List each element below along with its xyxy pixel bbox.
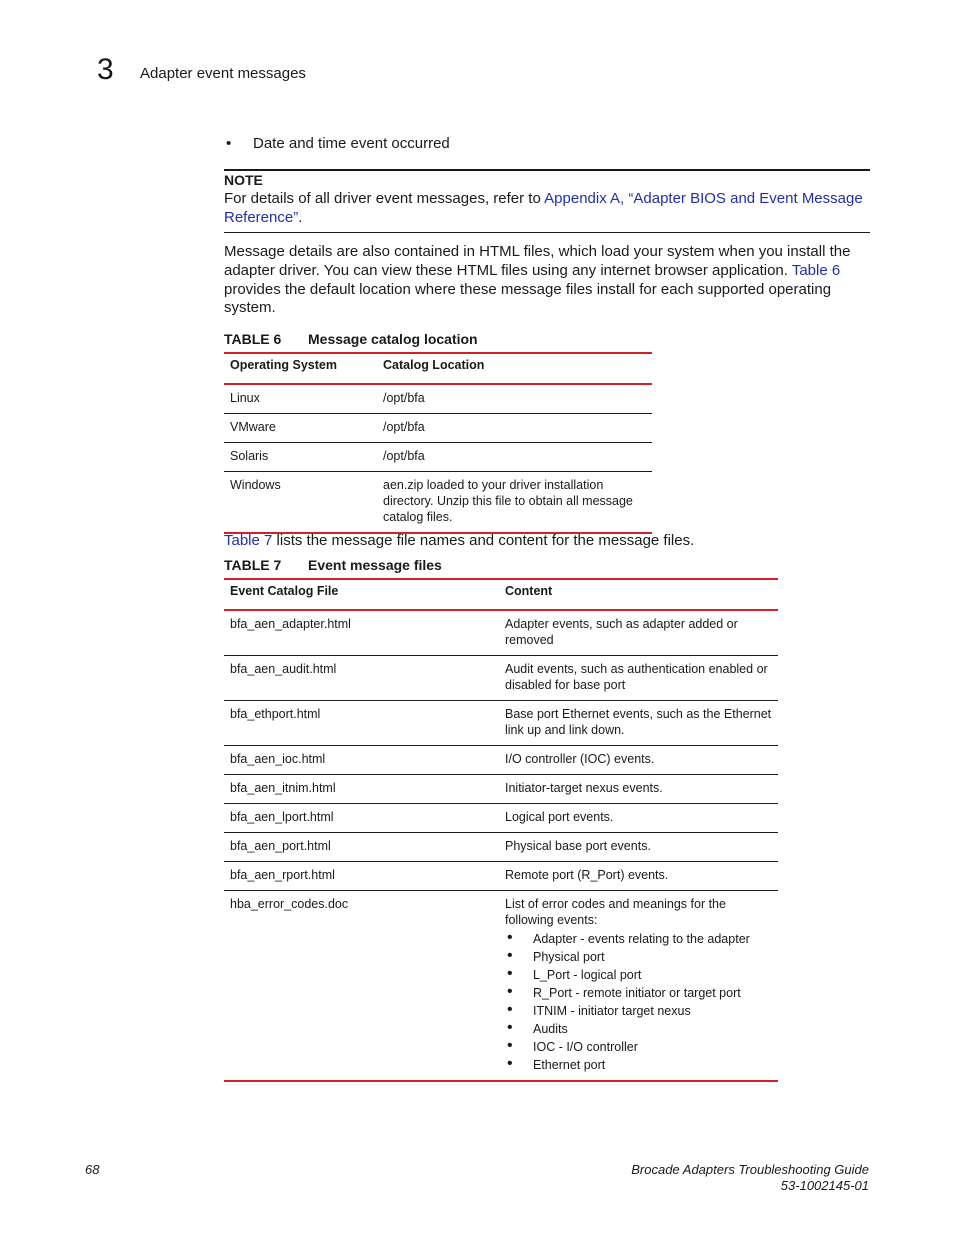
column-header: Event Catalog File <box>230 584 339 598</box>
table-row <box>224 804 778 833</box>
list-item: • Ethernet port <box>505 1056 772 1074</box>
table-6-caption <box>224 331 478 347</box>
location-cell: /opt/bfa <box>377 384 652 414</box>
column-header: Catalog Location <box>383 358 485 372</box>
list-item: • Audits <box>505 1020 772 1038</box>
content-cell: I/O controller (IOC) events. <box>499 746 778 775</box>
location-cell: /opt/bfa <box>377 443 652 472</box>
table-row <box>224 833 778 862</box>
body-paragraph <box>224 243 854 318</box>
table-row <box>224 443 652 472</box>
table-7-caption <box>224 557 442 573</box>
chapter-number: 3 <box>97 53 114 86</box>
note-text-before: For details of all driver event messages, refer to <box>224 190 545 207</box>
table-row <box>224 384 652 414</box>
table-row <box>224 746 778 775</box>
table-row <box>224 891 778 1082</box>
content-cell: Logical port events. <box>499 804 778 833</box>
table-6-link[interactable]: Table 6 <box>791 261 841 279</box>
note-text <box>224 189 864 227</box>
os-cell: Windows <box>224 472 377 534</box>
list-item: • IOC - I/O controller <box>505 1038 772 1056</box>
list-item: • R_Port - remote initiator or target port <box>505 984 772 1002</box>
bullet-item <box>226 135 450 152</box>
os-cell: Solaris <box>224 443 377 472</box>
file-cell: bfa_aen_lport.html <box>224 804 499 833</box>
table-row <box>224 656 778 701</box>
table-6-title: Message catalog location <box>308 331 478 347</box>
file-cell: bfa_aen_rport.html <box>224 862 499 891</box>
note-bottom-rule <box>224 232 870 233</box>
os-cell: VMware <box>224 414 377 443</box>
table-header-row <box>224 579 778 610</box>
list-item: • Adapter - events relating to the adapter <box>505 930 772 948</box>
appendix-a-link[interactable]: Appendix A, “Adapter BIOS and Event Message Reference” <box>224 190 863 226</box>
table-row <box>224 862 778 891</box>
content-cell: Base port Ethernet events, such as the Ethernet link up and link down. <box>499 701 778 746</box>
list-item: • Physical port <box>505 948 772 966</box>
bullet-dot-icon: • <box>226 135 232 152</box>
content-cell: Remote port (R_Port) events. <box>499 862 778 891</box>
content-cell: Physical base port events. <box>499 833 778 862</box>
file-cell: hba_error_codes.doc <box>224 891 499 1082</box>
table-row <box>224 610 778 656</box>
table-7-intro <box>224 532 694 549</box>
bullet-text: Date and time event occurred <box>253 135 450 152</box>
table-6-number: TABLE 6 <box>224 331 282 347</box>
column-header: Content <box>505 584 553 598</box>
error-codes-description: List of error codes and meanings for the following events: <box>505 897 726 927</box>
note-top-rule <box>224 169 870 171</box>
list-item: • L_Port - logical port <box>505 966 772 984</box>
paragraph-before: Message details are also contained in HTML files, which load your system when you install the adapter driver. You can view these HTML files using any internet browser application. <box>224 243 851 279</box>
table-row <box>224 414 652 443</box>
event-list <box>505 930 772 1074</box>
table-7-link[interactable]: Table 7 <box>224 532 273 549</box>
paragraph-after: provides the default location where these message files install for each supported operating system. <box>224 280 832 317</box>
file-cell: bfa_aen_adapter.html <box>224 610 499 656</box>
table-7-intro-text: lists the message file names and content for the message files. <box>272 532 695 549</box>
table-7-number: TABLE 7 <box>224 557 282 573</box>
table-7 <box>224 578 778 1082</box>
footer-doc-info <box>631 1162 869 1194</box>
os-cell: Linux <box>224 384 377 414</box>
table-row <box>224 775 778 804</box>
chapter-title: Adapter event messages <box>140 65 306 82</box>
table-6 <box>224 352 652 534</box>
note-text-after: . <box>298 209 303 226</box>
doc-title: Brocade Adapters Troubleshooting Guide <box>631 1162 869 1177</box>
file-cell: bfa_aen_audit.html <box>224 656 499 701</box>
column-header: Operating System <box>230 358 337 372</box>
note-label: NOTE <box>224 172 263 188</box>
content-cell: Adapter events, such as adapter added or removed <box>499 610 778 656</box>
location-cell: /opt/bfa <box>377 414 652 443</box>
page-number: 68 <box>85 1162 100 1177</box>
table-header-row <box>224 353 652 384</box>
table-7-title: Event message files <box>308 557 442 573</box>
file-cell: bfa_aen_itnim.html <box>224 775 499 804</box>
list-item: • ITNIM - initiator target nexus <box>505 1002 772 1020</box>
file-cell: bfa_ethport.html <box>224 701 499 746</box>
file-cell: bfa_aen_ioc.html <box>224 746 499 775</box>
location-cell: aen.zip loaded to your driver installation directory. Unzip this file to obtain all message catalog files. <box>377 472 652 534</box>
content-cell: Audit events, such as authentication enabled or disabled for base port <box>499 656 778 701</box>
table-row <box>224 701 778 746</box>
content-cell: Initiator-target nexus events. <box>499 775 778 804</box>
doc-number: 53-1002145-01 <box>780 1178 869 1193</box>
file-cell: bfa_aen_port.html <box>224 833 499 862</box>
content-cell <box>499 891 778 1082</box>
table-row <box>224 472 652 534</box>
